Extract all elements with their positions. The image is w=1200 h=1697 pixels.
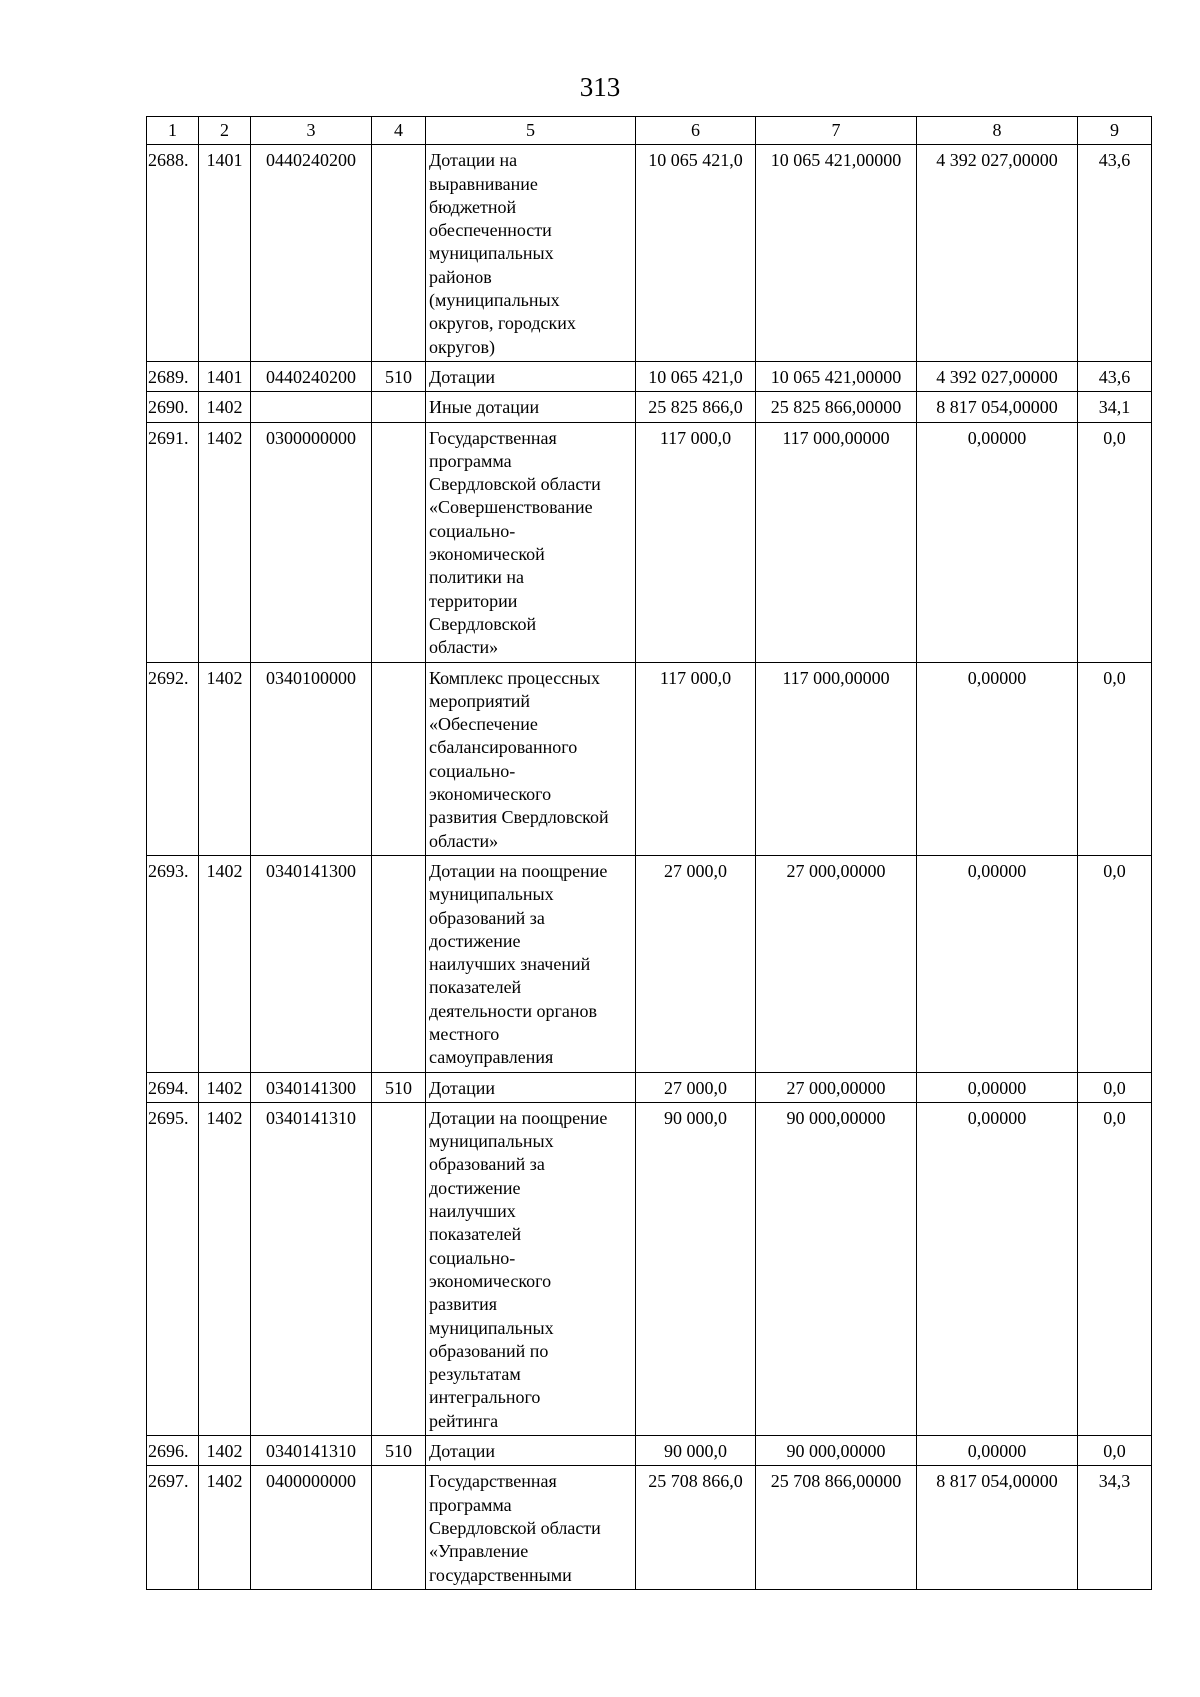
- table-cell: 27 000,00000: [756, 1072, 917, 1102]
- table-cell: 8 817 054,00000: [917, 1466, 1078, 1589]
- table-cell: 4 392 027,00000: [917, 145, 1078, 362]
- table-cell: 90 000,0: [636, 1436, 756, 1466]
- table-cell: 0,0: [1078, 1436, 1152, 1466]
- table-cell: 510: [372, 1072, 426, 1102]
- table-cell: 27 000,00000: [756, 855, 917, 1072]
- table-cell: 90 000,0: [636, 1102, 756, 1435]
- table-cell: 0,00000: [917, 422, 1078, 662]
- table-cell: 1402: [199, 1072, 251, 1102]
- table-cell: 2694.: [147, 1072, 199, 1102]
- table-cell: [372, 1102, 426, 1435]
- table-cell: Дотации на поощрение муниципальных образований за достижение наилучших показателей социально- экономического развития муниципальных образований по результатам интегрального рейтинга: [426, 1102, 636, 1435]
- table-cell: Иные дотации: [426, 392, 636, 422]
- table-row: [147, 422, 1152, 662]
- table-cell: 1402: [199, 855, 251, 1072]
- table-cell: 0340100000: [251, 662, 372, 855]
- column-header: 4: [372, 117, 426, 145]
- table-cell: 0,00000: [917, 1072, 1078, 1102]
- budget-table: [146, 116, 1152, 1590]
- table-row: [147, 855, 1152, 1072]
- table-cell: 2696.: [147, 1436, 199, 1466]
- table-row: [147, 145, 1152, 362]
- table-cell: 1402: [199, 392, 251, 422]
- table-cell: 2692.: [147, 662, 199, 855]
- table-cell: 117 000,0: [636, 422, 756, 662]
- table-cell: 25 825 866,00000: [756, 392, 917, 422]
- table-cell: Дотации на выравнивание бюджетной обеспеченности муниципальных районов (муниципальных округов, городских округов): [426, 145, 636, 362]
- table-cell: Комплекс процессных мероприятий «Обеспечение сбалансированного социально- экономического развития Свердловской области»: [426, 662, 636, 855]
- table-cell: 2690.: [147, 392, 199, 422]
- table-cell: 0,0: [1078, 855, 1152, 1072]
- table-cell: 0,0: [1078, 1072, 1152, 1102]
- table-cell: Дотации: [426, 361, 636, 391]
- column-header: 2: [199, 117, 251, 145]
- table-cell: 0440240200: [251, 361, 372, 391]
- table-cell: 117 000,00000: [756, 422, 917, 662]
- table-cell: 0,00000: [917, 1102, 1078, 1435]
- table-cell: 510: [372, 361, 426, 391]
- table-cell: [372, 392, 426, 422]
- table-cell: 2689.: [147, 361, 199, 391]
- table-cell: [372, 855, 426, 1072]
- table-cell: 0,0: [1078, 1102, 1152, 1435]
- page-number: 313: [579, 72, 621, 102]
- table-cell: 2695.: [147, 1102, 199, 1435]
- table-cell: Дотации на поощрение муниципальных образований за достижение наилучших значений показателей деятельности органов местного самоуправления: [426, 855, 636, 1072]
- table-cell: 10 065 421,0: [636, 361, 756, 391]
- table-cell: 10 065 421,0: [636, 145, 756, 362]
- table-cell: 27 000,0: [636, 1072, 756, 1102]
- table-cell: 1402: [199, 662, 251, 855]
- table-cell: 10 065 421,00000: [756, 145, 917, 362]
- table-row: [147, 392, 1152, 422]
- table-cell: 43,6: [1078, 145, 1152, 362]
- table-row: [147, 1102, 1152, 1435]
- table-cell: 0,00000: [917, 662, 1078, 855]
- table-cell: 0440240200: [251, 145, 372, 362]
- table-cell: 0,0: [1078, 422, 1152, 662]
- table-cell: 1402: [199, 1102, 251, 1435]
- table-cell: 2688.: [147, 145, 199, 362]
- column-header: 1: [147, 117, 199, 145]
- table-cell: 10 065 421,00000: [756, 361, 917, 391]
- table-cell: 2691.: [147, 422, 199, 662]
- table-cell: 4 392 027,00000: [917, 361, 1078, 391]
- table-cell: [372, 662, 426, 855]
- table-cell: [372, 1466, 426, 1589]
- table-cell: 0300000000: [251, 422, 372, 662]
- column-header: 8: [917, 117, 1078, 145]
- table-cell: 0400000000: [251, 1466, 372, 1589]
- column-header: 7: [756, 117, 917, 145]
- column-header: 6: [636, 117, 756, 145]
- table-header-row: [147, 117, 1152, 145]
- table-row: [147, 361, 1152, 391]
- table-cell: Дотации: [426, 1436, 636, 1466]
- table-cell: [251, 392, 372, 422]
- table-cell: 117 000,00000: [756, 662, 917, 855]
- table-cell: 90 000,00000: [756, 1436, 917, 1466]
- table-row: [147, 1436, 1152, 1466]
- table-cell: [372, 422, 426, 662]
- table-cell: 117 000,0: [636, 662, 756, 855]
- table-cell: 1402: [199, 1436, 251, 1466]
- column-header: 5: [426, 117, 636, 145]
- table-cell: 1402: [199, 422, 251, 662]
- table-cell: 25 708 866,0: [636, 1466, 756, 1589]
- table-cell: 0,00000: [917, 1436, 1078, 1466]
- table-row: [147, 662, 1152, 855]
- table-cell: 2693.: [147, 855, 199, 1072]
- table-cell: 34,3: [1078, 1466, 1152, 1589]
- table-cell: 2697.: [147, 1466, 199, 1589]
- table-cell: Дотации: [426, 1072, 636, 1102]
- table-cell: 0340141300: [251, 855, 372, 1072]
- table-cell: 34,1: [1078, 392, 1152, 422]
- table-cell: Государственная программа Свердловской области «Управление государственными: [426, 1466, 636, 1589]
- table-cell: 510: [372, 1436, 426, 1466]
- column-header: 3: [251, 117, 372, 145]
- table-cell: 0340141310: [251, 1436, 372, 1466]
- table-cell: 43,6: [1078, 361, 1152, 391]
- table-cell: 0340141300: [251, 1072, 372, 1102]
- table-cell: Государственная программа Свердловской области «Совершенствование социально- экономической политики на территории Свердловской области»: [426, 422, 636, 662]
- table-cell: 1401: [199, 361, 251, 391]
- table-cell: [372, 145, 426, 362]
- table-row: [147, 1072, 1152, 1102]
- table-cell: 8 817 054,00000: [917, 392, 1078, 422]
- table-cell: 0,0: [1078, 662, 1152, 855]
- table-row: [147, 1466, 1152, 1589]
- table-cell: 1402: [199, 1466, 251, 1589]
- table-cell: 27 000,0: [636, 855, 756, 1072]
- table-cell: 1401: [199, 145, 251, 362]
- column-header: 9: [1078, 117, 1152, 145]
- table-cell: 0,00000: [917, 855, 1078, 1072]
- table-cell: 25 708 866,00000: [756, 1466, 917, 1589]
- table-cell: 0340141310: [251, 1102, 372, 1435]
- table-cell: 90 000,00000: [756, 1102, 917, 1435]
- table-cell: 25 825 866,0: [636, 392, 756, 422]
